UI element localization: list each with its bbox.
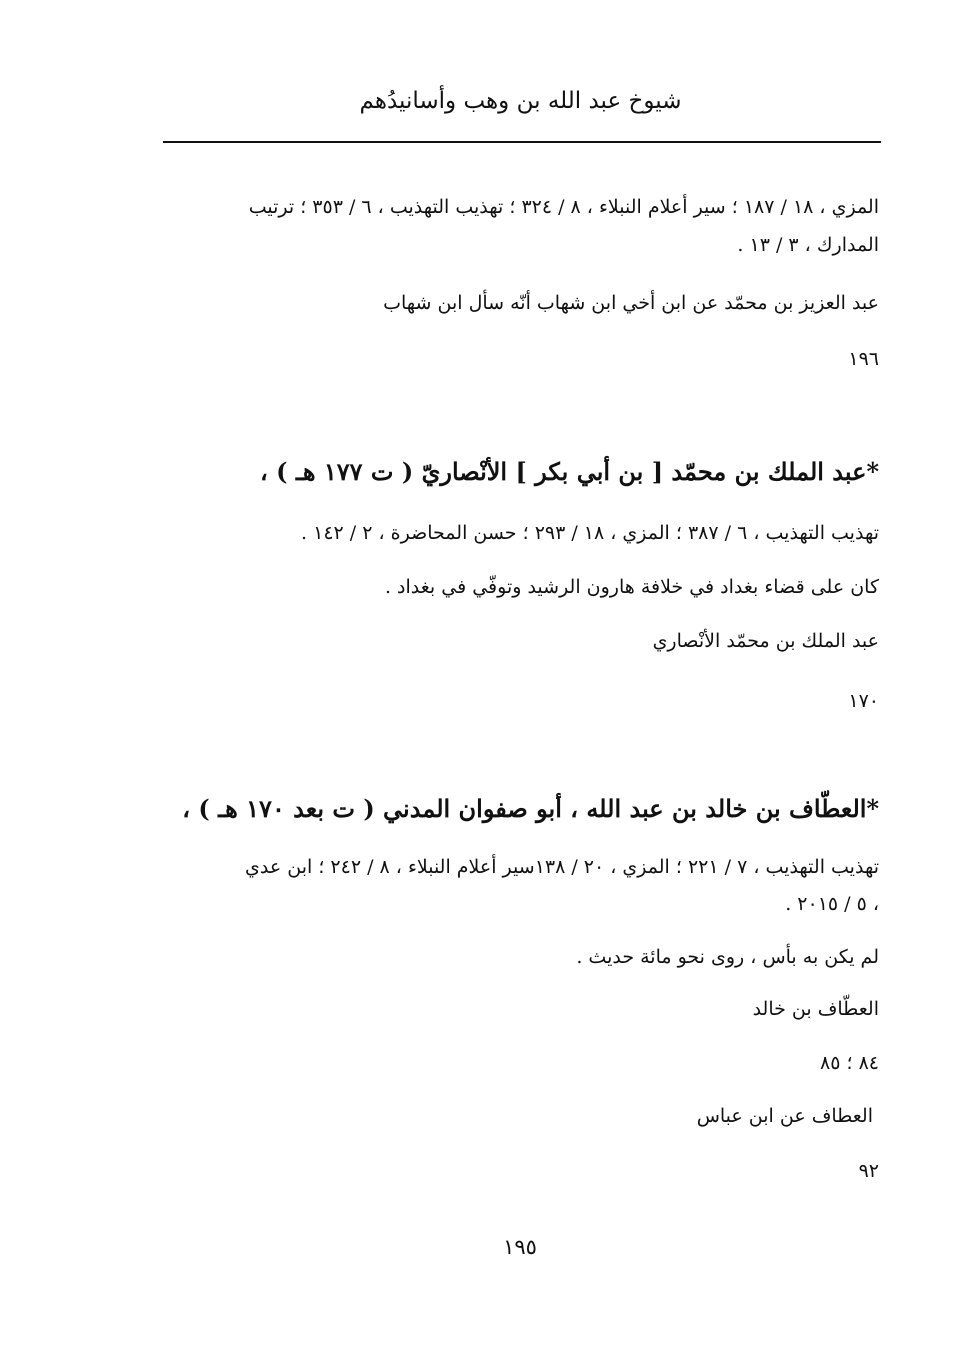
isnad-line: العطاف عن ابن عباس (696, 1105, 873, 1127)
references-line: ، ٥ / ٢٠١٥ . (785, 893, 879, 915)
entry-title: *عبد الملك بن محمّد [ بن أبي بكر ] الأنْصاريّ ( ت ١٧٧ هـ ) ، (260, 457, 879, 486)
isnad-line: العطّاف بن خالد (752, 998, 879, 1020)
isnad-line: عبد العزيز بن محمّد عن ابن أخي ابن شهاب أنّه سأل ابن شهاب (383, 292, 879, 314)
references-line: تهذيب التهذيب ، ٧ / ٢٢١ ؛ المزي ، ٢٠ / ١٣٨سير أعلام النبلاء ، ٨ / ٢٤٢ ؛ ابن عدي (245, 856, 879, 878)
page-references: ١٧٠ (848, 690, 879, 712)
running-header: شيوخ عبد الله بن وهب وأسانيدُهم (359, 88, 682, 114)
isnad-line: عبد الملك بن محمّد الأنْصاري (652, 630, 879, 652)
entry-title: *العطّاف بن خالد بن عبد الله ، أبو صفوان المدني ( ت بعد ١٧٠ هـ ) ، (182, 794, 879, 823)
biography-line: كان على قضاء بغداد في خلافة هارون الرشيد وتوفّي في بغداد . (384, 576, 879, 598)
biography-line: لم يكن به بأس ، روى نحو مائة حديث . (576, 946, 879, 968)
references-line: المدارك ، ٣ / ١٣ . (737, 234, 879, 256)
page-references: ٨٤ ؛ ٨٥ (820, 1052, 879, 1074)
page-number: ١٩٥ (503, 1235, 537, 1259)
references-line: تهذيب التهذيب ، ٦ / ٣٨٧ ؛ المزي ، ١٨ / ٢٩٣ ؛ حسن المحاضرة ، ٢ / ١٤٢ . (301, 522, 879, 544)
header-divider (163, 141, 881, 143)
references-line: المزي ، ١٨ / ١٨٧ ؛ سير أعلام النبلاء ، ٨ / ٣٢٤ ؛ تهذيب التهذيب ، ٦ / ٣٥٣ ؛ ترتيب (248, 196, 879, 218)
page-references: ١٩٦ (848, 348, 879, 370)
page-references: ٩٢ (858, 1160, 879, 1182)
